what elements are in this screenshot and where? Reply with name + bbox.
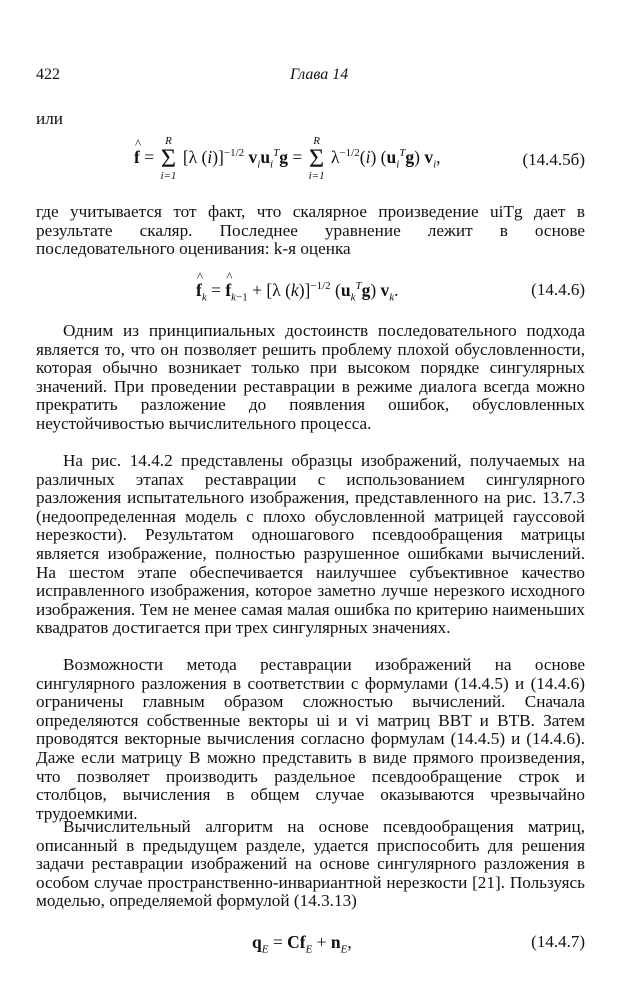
page-number: 422 xyxy=(36,66,60,83)
equation-number: (14.4.7) xyxy=(531,932,585,951)
equation-number: (14.4.5б) xyxy=(522,150,585,169)
paragraph: Вычислительный алгоритм на основе псевдообращения матриц, описанный в предыдущем разделе, удается приспособить для решения задачи реставрации изображений на основе сингулярного разложения в особом случае пространственно-инвариантной нерезкости [21]. Пользуясь моделью, определяемой формулой (14.3.13) xyxy=(36,817,585,911)
running-header xyxy=(36,66,605,90)
paragraph: На рис. 14.4.2 представлены образцы изображений, получаемых на различных этапах реставрации с использованием сингулярного разложения испытательного изображения, представленного на рис. 13.7.3 (недоопределенная модель с плохо обусловленной матрицей гауссовой нерезкости). Результатом одношагового псевдообращения матрицы является изображение, полностью разрушенное ошибками вычислений. На шестом этапе обеспечивается наилучшее субъективное качество исправленного изображения, которое заметно лучше нерезкого исходного изображения. Тем не менее самая малая ошибка по критерию наименьших квадратов достигается при трех сингулярных значениях. xyxy=(36,451,585,638)
chapter-title: Глава 14 xyxy=(290,66,349,83)
paragraph: Одним из принципиальных достоинств последовательного подхода является то, что он позволяет решить проблему плохой обусловленности, которая обычно возникает только при высоком порядке сингулярных значений. При проведении реставрации в режиме диалога всегда можно прекратить разложение до появления ошибок, обусловленных неустойчивостью вычислительного процесса. xyxy=(36,321,585,433)
lead-word: или xyxy=(36,109,63,128)
equation-body: ^ f = R Σ i=1 [λ (i)]$^{-1/2}$ $v_iu_i^Tg$ = R Σ i=1 $\lambda^{-1/2}(i)$ $(u_i^Tg)$ $v_i$, xyxy=(134,136,441,182)
equation-14-4-6 xyxy=(36,280,585,324)
sum-symbol: R Σ i=1 xyxy=(160,135,177,182)
equation-14-4-5b xyxy=(36,136,585,180)
sum-symbol: R Σ i=1 xyxy=(308,135,325,182)
equation-number: (14.4.6) xyxy=(531,280,585,299)
equation-body: $q_E = Cf_E + n_E$, xyxy=(252,932,352,956)
paragraph: Возможности метода реставрации изображений на основе сингулярного разложения в соответствии с формулами (14.4.5) и (14.4.6) ограничены главным образом сложностью вычислений. Сначала определяются собственные векторы ui и vi матриц BBT и BTB. Затем проводятся векторные вычисления согласно формулам (14.4.5) и (14.4.6). Даже если матрицу B можно представить в виде прямого произведения, что позволяет производить раздельное псевдообращение строк и столбцов, вычисления в общем случае оказываются чрезвычайно трудоемкими. xyxy=(36,655,585,823)
equation-body: ^ $f_k$ = ^ $f_{k-1} + [\lambda$ (k)]$^{-1/2}$ $(u_k^Tg)$ $v_k$. xyxy=(196,280,399,304)
equation-14-4-7 xyxy=(36,932,585,976)
paragraph: где учитывается тот факт, что скалярное произведение uiTg дает в результате скаляр. Последнее уравнение лежит в основе последовательного оценивания: k-я оценка xyxy=(36,202,585,259)
